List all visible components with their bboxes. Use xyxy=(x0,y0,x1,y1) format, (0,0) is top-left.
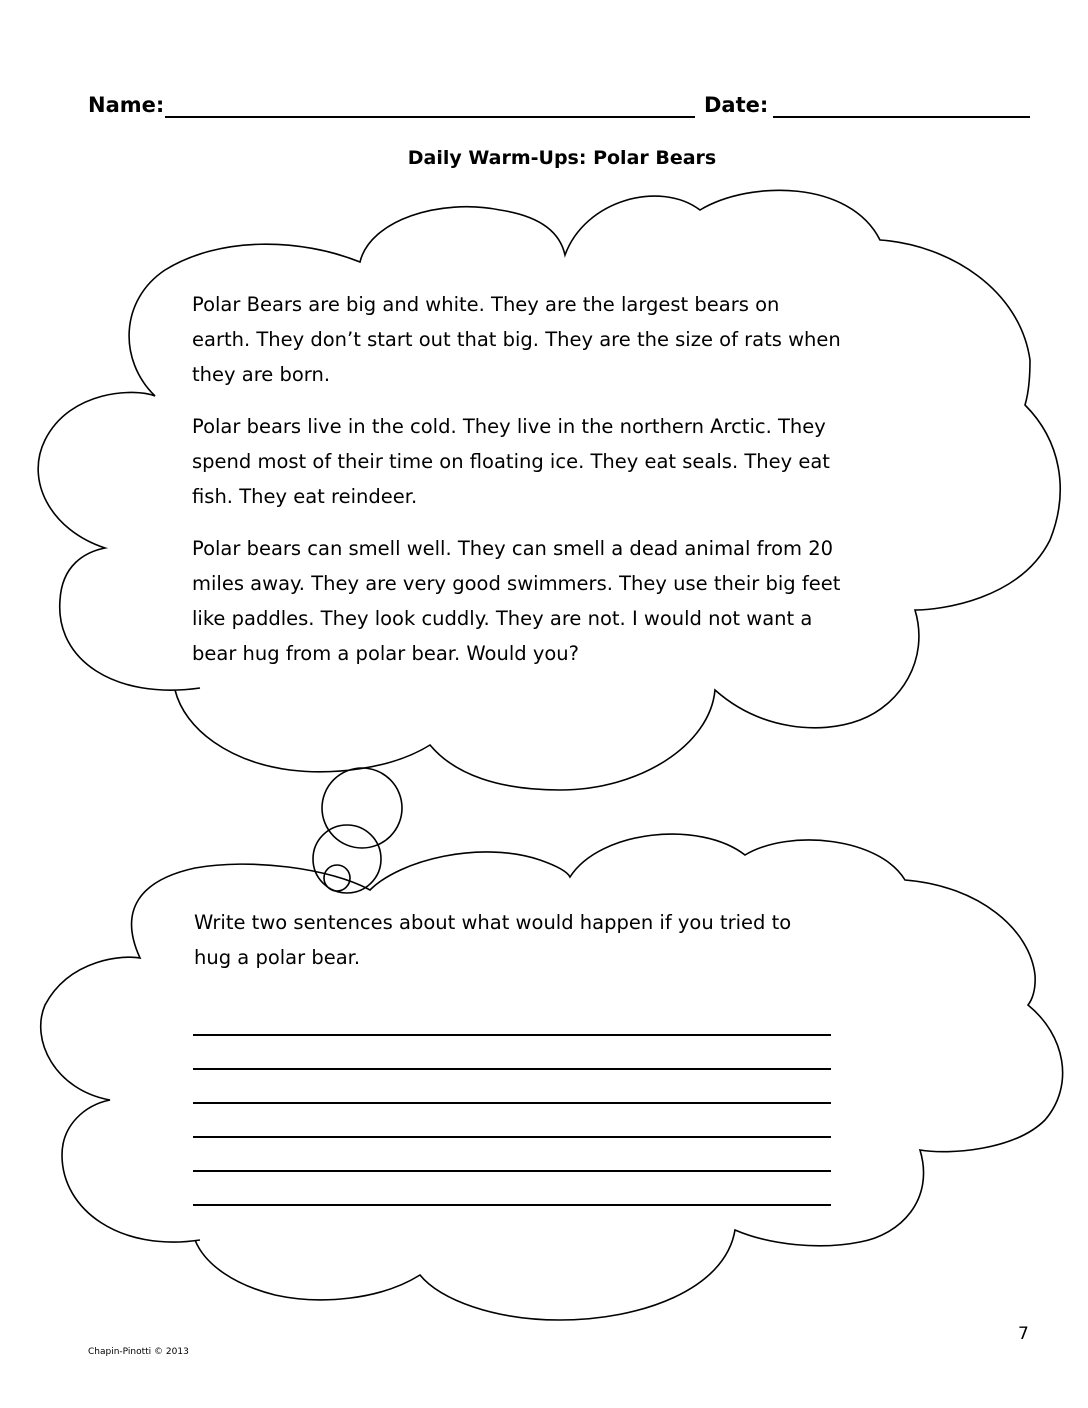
reading-paragraph: Polar Bears are big and white. They are the largest bears on earth. They don’t start out that big. They are the size of rats when they are born. xyxy=(192,293,841,386)
page-title: Daily Warm-Ups: Polar Bears xyxy=(407,147,717,169)
date-label: Date: xyxy=(704,93,769,117)
thought-bubble-small xyxy=(324,865,350,891)
date-blank-line[interactable] xyxy=(773,116,1030,118)
answer-line[interactable] xyxy=(193,1036,831,1070)
copyright-notice: Chapin-Pinotti © 2013 xyxy=(88,1347,189,1357)
writing-prompt: Write two sentences about what would happen if you tried to hug a polar bear. xyxy=(194,911,792,969)
name-label: Name: xyxy=(88,93,165,117)
answer-line[interactable] xyxy=(193,1138,831,1172)
answer-line[interactable] xyxy=(193,1002,831,1036)
answer-line[interactable] xyxy=(193,1172,831,1206)
page-number: 7 xyxy=(1018,1324,1029,1344)
reading-paragraph: Polar bears live in the cold. They live in the northern Arctic. They spend most of their time on floating ice. They eat seals. They eat fish. They eat reindeer. xyxy=(192,415,830,508)
reading-paragraph: Polar bears can smell well. They can smell a dead animal from 20 miles away. They are very good swimmers. They use their big feet like paddles. They look cuddly. They are not. I would not want a bear hug from a polar bear. Would you? xyxy=(192,537,841,665)
thought-bubble-medium xyxy=(313,825,381,893)
answer-line[interactable] xyxy=(193,1104,831,1138)
name-blank-line[interactable] xyxy=(165,116,695,118)
thought-bubble-large xyxy=(322,768,402,848)
answer-line[interactable] xyxy=(193,1070,831,1104)
answer-lines xyxy=(193,1002,831,1206)
